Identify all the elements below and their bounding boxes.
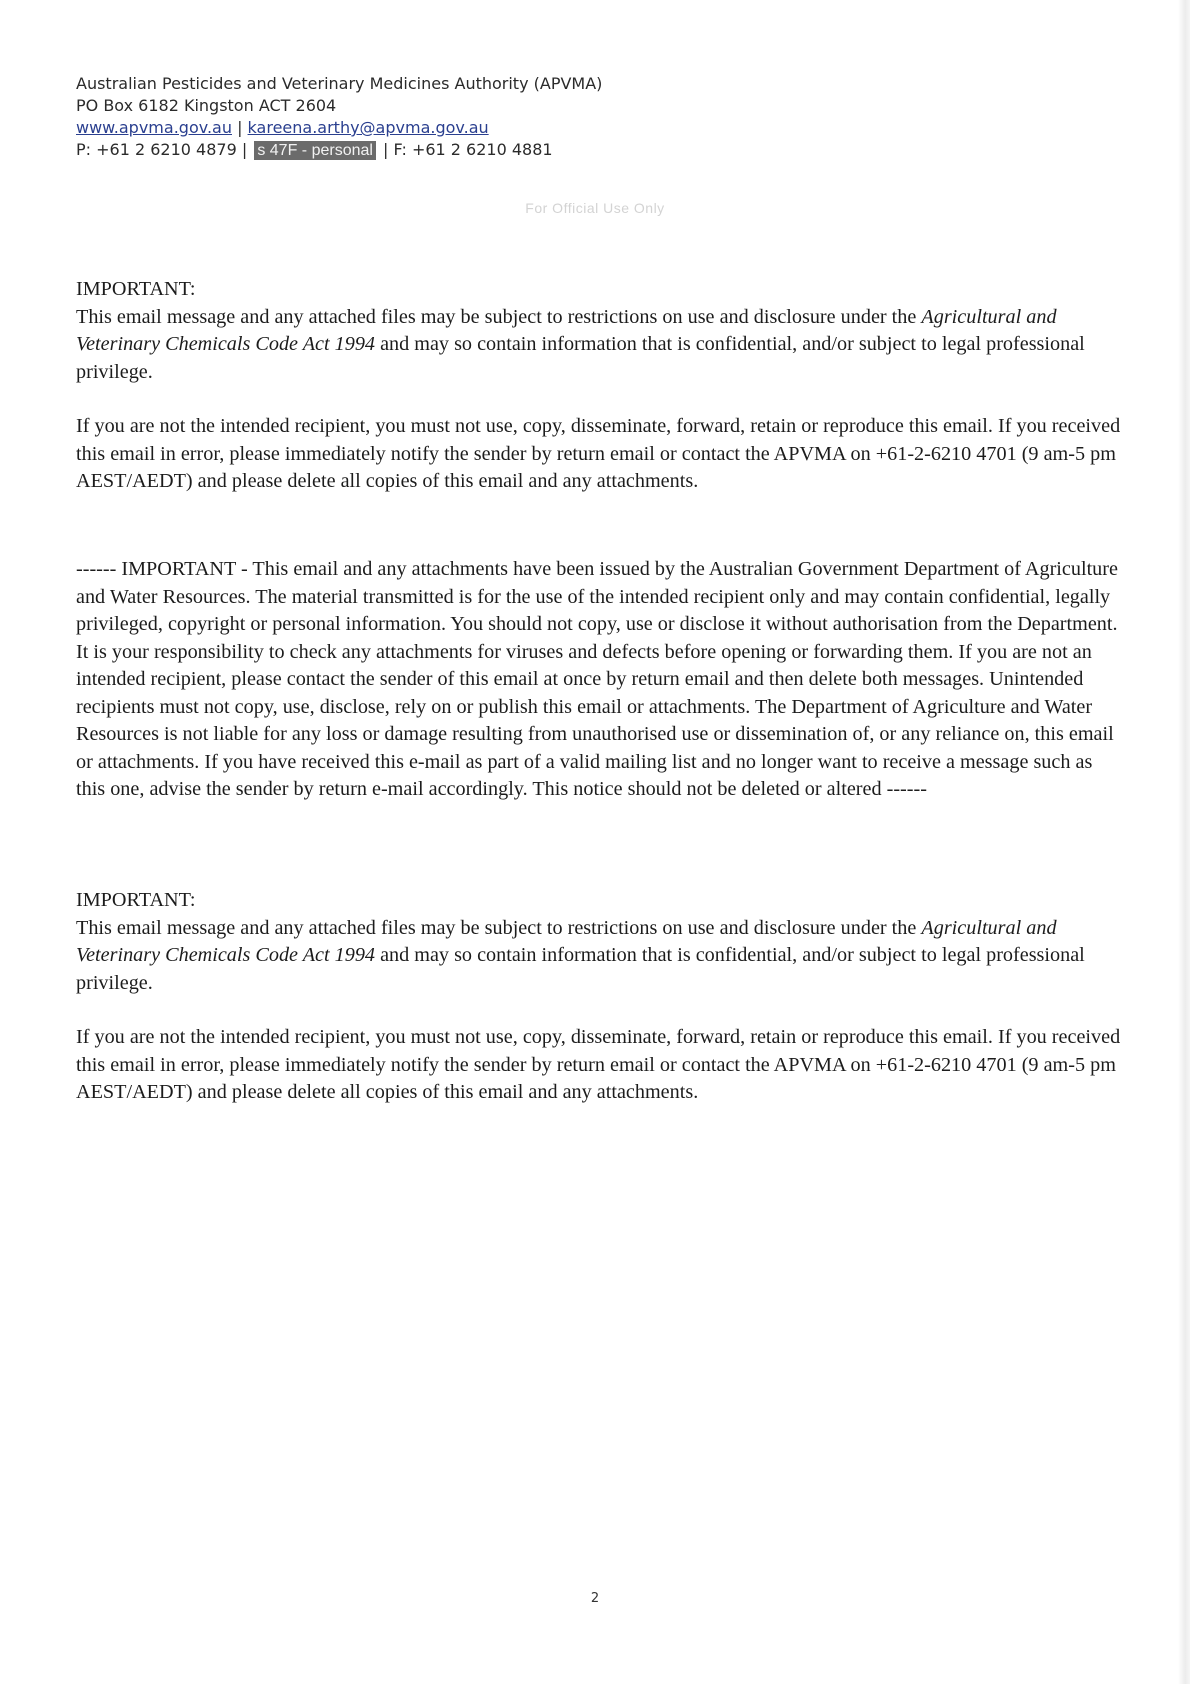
fax-number: F: +61 2 6210 4881 [393, 140, 553, 159]
classification-marking: For Official Use Only [525, 200, 665, 216]
email-link[interactable]: kareena.arthy@apvma.gov.au [247, 118, 489, 137]
act-title: Agricultural and Veterinary Chemicals Code Act 1994 [76, 305, 1057, 355]
notice-paragraph-recipient: If you are not the intended recipient, you must not use, copy, disseminate, forward, retain or reproduce this email. If you received this email in error, please immediately notify the sender by return email or contact the APVMA on +61-2-6210 4701 (9 am-5 pm AEST/AEDT) and please delete all copies of this email and any attachments. [76, 415, 1121, 492]
notice-heading: IMPORTANT: [76, 889, 196, 911]
act-title: Agricultural and Veterinary Chemicals Code Act 1994 [76, 916, 1057, 966]
fax-separator: | [377, 140, 394, 159]
redaction-box: s 47F - personal [254, 141, 376, 160]
signature-address: PO Box 6182 Kingston ACT 2604 [76, 96, 337, 115]
email-signature [76, 73, 776, 161]
signature-links [76, 117, 776, 139]
phone-separator: | [236, 140, 253, 159]
link-separator: | [231, 118, 248, 137]
notice-paragraph-recipient: If you are not the intended recipient, you must not use, copy, disseminate, forward, retain or reproduce this email. If you received this email in error, please immediately notify the sender by return email or contact the APVMA on +61-2-6210 4701 (9 am-5 pm AEST/AEDT) and please delete all copies of this email and any attachments. [76, 1026, 1121, 1103]
apvma-notice-1 [76, 276, 1126, 496]
page-number: 2 [590, 1591, 600, 1606]
page-edge-shadow [1178, 0, 1190, 1684]
phone-number: P: +61 2 6210 4879 [76, 140, 237, 159]
department-notice [76, 556, 1126, 804]
notice-paragraph-restrictions: This email message and any attached files may be subject to restrictions on use and disclosure under the Agricultural and Veterinary Chemicals Code Act 1994 and may so contain information that is confidential, and/or subject to legal professional privilege. [76, 305, 1085, 383]
signature-org: Australian Pesticides and Veterinary Medicines Authority (APVMA) [76, 74, 603, 93]
apvma-notice-2 [76, 887, 1126, 1107]
signature-phones [76, 139, 776, 161]
department-notice-text: ------ IMPORTANT - This email and any attachments have been issued by the Australian Government Department of Agriculture and Water Resources. The material transmitted is for the use of the intended recipient only and may contain confidential, legally privileged, copyright or personal information. You should not copy, use or disclose it without authorisation from the Department. It is your responsibility to check any attachments for viruses and defects before opening or forwarding them. If you are not an intended recipient, please contact the sender of this email at once by return email and then delete both messages. Unintended recipients must not copy, use, disclose, rely on or publish this email or attachments. The Department of Agriculture and Water Resources is not liable for any loss or damage resulting from unauthorised use or dissemination of, or any reliance on, this email or attachments. If you have received this e-mail as part of a valid mailing list and no longer want to receive a message such as this one, advise the sender by return e-mail accordingly. This notice should not be deleted or altered ------ [76, 558, 1118, 800]
notice-heading: IMPORTANT: [76, 278, 196, 300]
notice-paragraph-restrictions: This email message and any attached files may be subject to restrictions on use and disclosure under the Agricultural and Veterinary Chemicals Code Act 1994 and may so contain information that is confidential, and/or subject to legal professional privilege. [76, 916, 1085, 994]
website-link[interactable]: www.apvma.gov.au [76, 118, 232, 137]
